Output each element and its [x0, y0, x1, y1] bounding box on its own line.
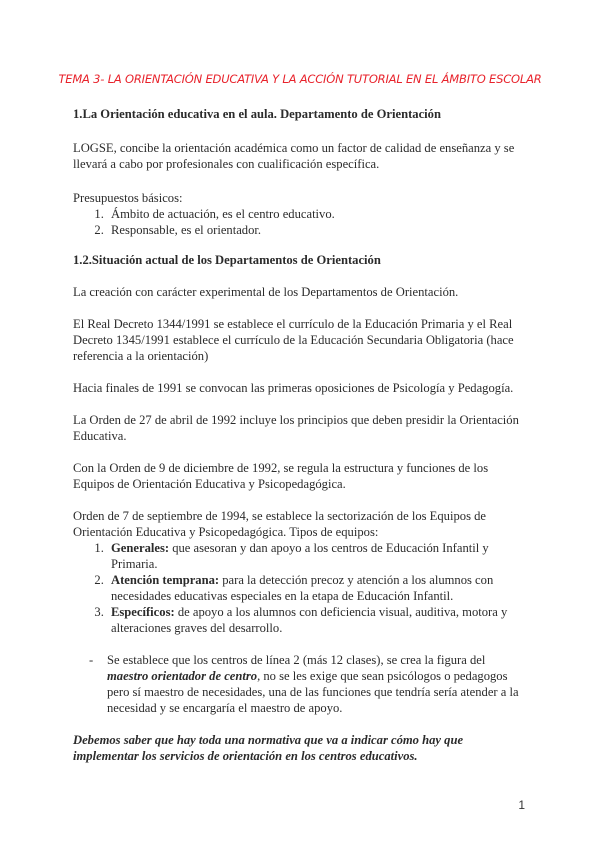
- presupuestos-label: Presupuestos básicos:: [73, 191, 183, 205]
- term: Atención temprana:: [111, 573, 220, 587]
- presupuestos-list: [73, 206, 529, 238]
- paragraph-orden-abril: La Orden de 27 de abril de 1992 incluye los principios que deben presidir la Orientación Educativa.: [73, 413, 519, 443]
- paragraph-real-decreto: El Real Decreto 1344/1991 se establece el currículo de la Educación Primaria y el Real Decreto 1345/1991 establece el currículo de la Educación Secundaria Obligatoria (hace referencia a la orientación): [73, 317, 514, 363]
- list-item: 1. Ámbito de actuación, es el centro educativo.: [107, 206, 529, 222]
- page-number: 1: [518, 798, 525, 812]
- term-desc: que asesoran y dan apoyo a los centros de Educación Infantil y Primaria.: [111, 541, 489, 571]
- text-segment: , no se les exige que sean psicólogos o pedagogos pero sí maestro de necesidades, una de las funciones que tendría sería atender a la necesidad y se encargaría el maestro de apoyo.: [107, 669, 519, 715]
- list-item: [107, 540, 529, 572]
- term-desc: de apoyo a los alumnos con deficiencia visual, auditiva, motora y alteraciones graves del desarrollo.: [111, 605, 508, 635]
- section-1-heading: 1.La Orientación educativa en el aula. Departamento de Orientación: [73, 107, 441, 121]
- paragraph-logse: LOGSE, concibe la orientación académica como un factor de calidad de enseñanza y se llevará a cabo por profesionales con cualificación específica.: [73, 141, 515, 171]
- closing-statement: Debemos saber que hay toda una normativa que va a indicar cómo hay que implementar los servicios de orientación en los centros educativos.: [73, 733, 464, 763]
- equipos-list: [73, 540, 529, 636]
- paragraph-creacion: La creación con carácter experimental de los Departamentos de Orientación.: [73, 285, 459, 299]
- text-segment: Se establece que los centros de línea 2 (más 12 clases), se crea la figura del: [107, 653, 486, 667]
- list-item: [107, 572, 529, 604]
- paragraph-orden-septiembre: Orden de 7 de septiembre de 1994, se establece la sectorización de los Equipos de Orientación Educativa y Psicopedagógica. Tipos de equipos:: [73, 509, 486, 539]
- dash-list: [73, 652, 529, 716]
- emphasis: maestro orientador de centro: [107, 669, 258, 683]
- paragraph-oposiciones: Hacia finales de 1991 se convocan las primeras oposiciones de Psicología y Pedagogía.: [73, 381, 514, 395]
- list-item: [107, 604, 529, 636]
- paragraph-orden-diciembre: Con la Orden de 9 de diciembre de 1992, se regula la estructura y funciones de los Equipos de Orientación Educativa y Psicopedagógica.: [73, 461, 489, 491]
- document-title: TEMA 3- LA ORIENTACIÓN EDUCATIVA Y LA ACCIÓN TUTORIAL EN EL ÁMBITO ESCOLAR: [58, 72, 542, 86]
- term-desc: para la detección precoz y atención a los alumnos con necesidades educativas especiales en la etapa de Educación Infantil.: [111, 573, 494, 603]
- list-item: [107, 652, 529, 716]
- term: Generales:: [111, 541, 170, 555]
- document-body: [73, 106, 529, 764]
- section-1-2-heading: 1.2.Situación actual de los Departamentos de Orientación: [73, 253, 381, 267]
- term: Específicos:: [111, 605, 175, 619]
- list-item: 2. Responsable, es el orientador.: [107, 222, 529, 238]
